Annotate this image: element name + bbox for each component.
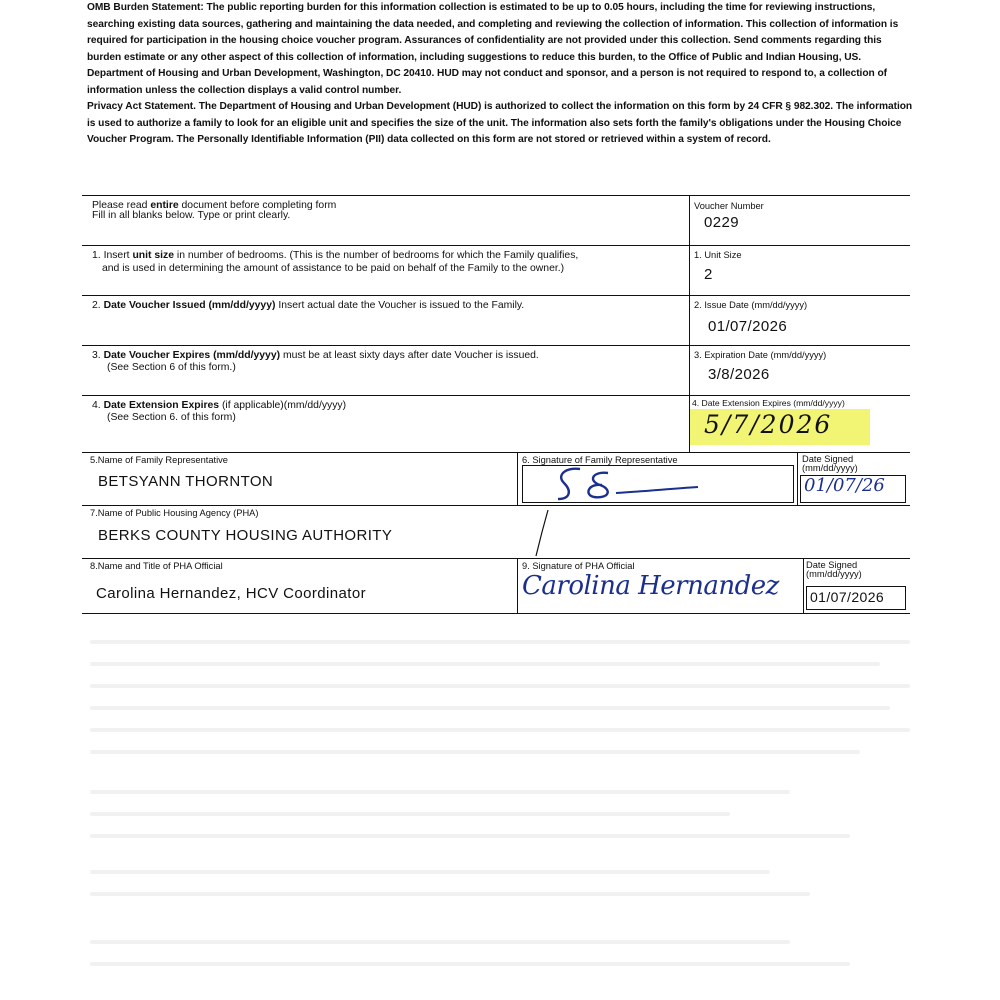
family-date-signed-label: Date Signed (mm/dd/yyyy) [802,454,858,473]
expiration-date-value: 3/8/2026 [708,366,770,383]
omb-text: The public reporting burden for this information collection is estimated to be up to 0.05 hours, including the time for reviewing instructions, searching existing data sources, gathering and maintaining the data needed, and completing and reviewing the collection of information. This collection of information is required for participation in the housing choice voucher program. Assurances of confidentiality are not provided under this collection. Send comments regarding this burden estimate or any other aspect of this collection of information, including suggestions to reduce this burden, to the Office of Public and Indian Housing, US. Department of Housing and Urban Development, Washington, DC 20410. HUD may not conduct and sponsor, and a person is not required to respond to, a collection of information unless the collection displays a valid control number. [87,2,899,96]
family-name-label: 5.Name of Family Representative [90,455,228,465]
item1-text: 1. Insert unit size in number of bedrooms. (This is the number of bedrooms for which the Family qualifies, and is used in determining the amount of assistance to be paid on behalf of the Family to the owner.) [92,250,579,274]
pha-date-signed-field[interactable] [803,559,910,613]
pha-name-label: 7.Name of Public Housing Agency (PHA) [90,508,259,518]
pha-official-label: 8.Name and Title of PHA Official [90,561,223,571]
voucher-number-field[interactable] [689,196,910,245]
privacy-title: Privacy Act Statement. [87,101,196,112]
pha-name-value: BERKS COUNTY HOUSING AUTHORITY [98,527,393,544]
instructions-row [82,195,910,245]
pha-date-signed-value: 01/07/2026 [810,589,885,605]
pha-name-row [82,505,910,558]
pha-official-field[interactable] [90,561,510,613]
item2-text: 2. Date Voucher Issued (mm/dd/yyyy) Insert actual date the Voucher is issued to the Family. [92,300,525,311]
voucher-number-label: Voucher Number [694,201,764,211]
family-signature-label: 6. Signature of Family Representative [522,455,678,465]
pha-official-value: Carolina Hernandez, HCV Coordinator [96,585,366,602]
expiration-date-row [82,345,910,395]
issue-date-label: 2. Issue Date (mm/dd/yyyy) [694,300,808,310]
family-name-value: BETSYANN THORNTON [98,473,274,490]
privacy-text: The Department of Housing and Urban Development (HUD) is authorized to collect the information on this form by 24 CFR § 982.302. The information is used to authorize a family to look for an eligible unit and specifies the size of the unit. The information also sets forth the family's obligations under the Housing Choice Voucher Program. The Personally Identifiable Information (PII) data collected on this form are not stored or retrieved within a system of record. [87,101,913,145]
stray-pen-stroke [82,506,910,558]
expiration-date-field[interactable] [689,346,910,395]
pha-date-signed-label: Date Signed (mm/dd/yyyy) [806,560,862,579]
extension-date-field[interactable] [689,396,910,452]
family-representative-row [82,452,910,505]
extension-date-label: 4. Date Extension Expires (mm/dd/yyyy) [692,398,845,408]
voucher-number-value: 0229 [704,214,739,231]
unit-size-label: 1. Unit Size [694,250,742,260]
extension-date-row [82,395,910,452]
pha-official-row [82,558,910,614]
pha-signature-field[interactable] [517,559,804,613]
omb-title: OMB Burden Statement: [87,2,204,13]
family-date-signed-value: 01/07/26 [804,475,885,496]
pha-signature-value: Carolina Hernandez [522,571,779,601]
instructions: Please read entire document before completing form Fill in all blanks below. Type or print clearly. [92,200,337,221]
issue-date-field[interactable] [689,296,910,345]
pha-signature-label: 9. Signature of PHA Official [522,561,635,571]
family-signature-field[interactable] [517,453,798,505]
item3-text: 3. Date Voucher Expires (mm/dd/yyyy) must be at least sixty days after date Voucher is issued. (See Section 6 of this form.) [92,350,539,373]
family-date-signed-field[interactable] [797,453,910,505]
family-name-field[interactable] [90,455,510,505]
statements-block [87,0,913,149]
unit-size-field[interactable] [689,246,910,295]
extension-date-value: 5/7/2026 [704,410,833,439]
voucher-form [82,195,910,614]
family-signature-image [518,453,798,505]
unit-size-row [82,245,910,295]
unit-size-value: 2 [704,266,713,283]
privacy-act-statement [87,99,913,149]
item4-text: 4. Date Extension Expires (if applicable)(mm/dd/yyyy) (See Section 6. of this form) [92,400,347,423]
issue-date-row [82,295,910,345]
omb-burden-statement [87,0,913,99]
issue-date-value: 01/07/2026 [708,318,788,335]
expiration-date-label: 3. Expiration Date (mm/dd/yyyy) [694,350,827,360]
